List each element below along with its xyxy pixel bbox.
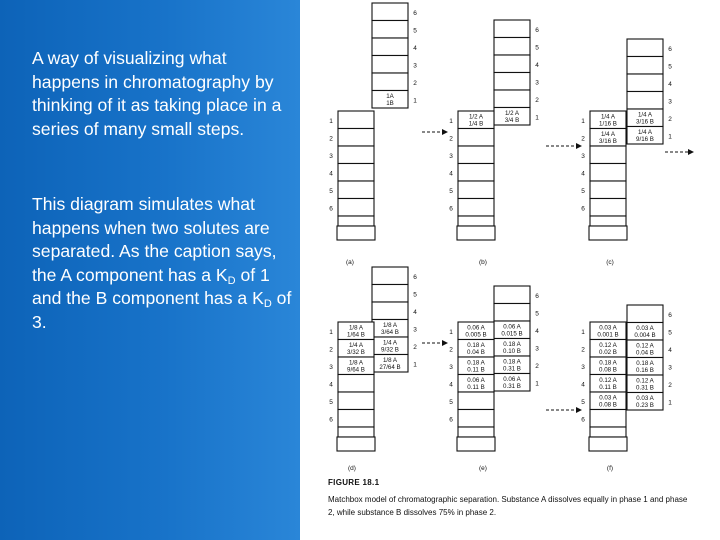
cell-value-b: 0.31 B [636, 384, 654, 392]
cell-number: 2 [449, 135, 453, 143]
cell-value-a: 0.12 A [636, 377, 654, 385]
cell-value-a: 0.06 A [503, 323, 521, 331]
cell-value-b: 1/4 B [468, 120, 484, 128]
cell-value-a: 0.03 A [599, 394, 617, 402]
upper-cell [494, 73, 530, 91]
cell-value-b: 27/64 B [379, 364, 401, 371]
cell-number: 5 [668, 63, 672, 71]
cell-value-a: 0.03 A [636, 395, 654, 402]
cell-number: 5 [581, 399, 585, 406]
cell-value-b: 9/16 B [636, 136, 654, 143]
arrow-head-icon [576, 407, 582, 413]
explanation-text: This diagram simulates what happens when two solutes are separated. As the caption says, the A component has a K [32, 194, 277, 285]
column-foot [337, 226, 375, 240]
cell-number: 3 [535, 79, 539, 87]
cell-number: 1 [535, 380, 539, 388]
panel-label: (c) [606, 259, 614, 266]
upper-cell [494, 90, 530, 108]
cell-number: 4 [535, 62, 539, 69]
cell-number: 1 [329, 118, 333, 125]
lower-cell [458, 146, 494, 164]
figure-caption: Matchbox model of chromatographic separation. Substance A dissolves equally in phase 1 and phase [328, 495, 688, 504]
cell-number: 5 [413, 27, 417, 35]
cell-number: 3 [535, 345, 539, 353]
cell-number: 4 [668, 81, 672, 88]
lower-cell [458, 181, 494, 199]
cell-number: 6 [413, 274, 417, 281]
cell-number: 6 [329, 205, 333, 213]
cell-number: 2 [581, 346, 585, 354]
matchbox-panel [449, 20, 539, 266]
figure-caption: 2, while substance B dissolves 75% in phase 2. [328, 508, 497, 517]
matchbox-panel [329, 3, 417, 266]
cell-value-a: 0.06 A [467, 324, 485, 332]
matchbox-diagram [300, 0, 720, 540]
cell-value-b: 0.04 B [467, 349, 485, 356]
column-foot [589, 437, 627, 451]
cell-value-a: 0.03 A [599, 324, 617, 332]
cell-value-b: 0.08 B [599, 401, 617, 409]
cell-number: 5 [449, 188, 453, 195]
panel-label: (e) [479, 465, 487, 472]
matchbox-panel [581, 39, 672, 266]
lower-cell [458, 410, 494, 428]
upper-cell [372, 56, 408, 74]
cell-value-a: 0.18 A [467, 342, 485, 349]
upper-cell [372, 38, 408, 56]
lower-cell [338, 181, 374, 199]
cell-value-b: 9/32 B [381, 346, 399, 354]
cell-number: 6 [668, 312, 672, 319]
cell-value-a: 0.18 A [467, 359, 485, 367]
cell-value-a: 0.06 A [467, 377, 485, 384]
cell-number: 5 [413, 291, 417, 299]
cell-value-a: 0.12 A [599, 377, 617, 384]
cell-value-b: 0.11 B [467, 366, 485, 374]
cell-number: 4 [329, 381, 333, 389]
cell-value-a: 0.03 A [636, 325, 654, 332]
cell-number: 1 [413, 361, 417, 369]
upper-cell [627, 39, 663, 57]
column-foot [589, 226, 627, 240]
cell-value-b: 0.08 B [599, 366, 617, 374]
text-panel [0, 0, 300, 540]
cell-value-b: 1/64 B [347, 331, 365, 339]
cell-value-b: 0.004 B [634, 332, 656, 339]
cell-number: 3 [413, 326, 417, 334]
upper-cell [372, 3, 408, 21]
lower-cell [590, 199, 626, 217]
cell-value-a: 0.06 A [503, 376, 521, 383]
cell-value-a: 0.12 A [636, 342, 654, 350]
cell-number: 1 [329, 329, 333, 336]
cell-number: 3 [413, 62, 417, 70]
cell-value-b: 3/32 B [347, 349, 365, 356]
lower-cell [338, 129, 374, 147]
cell-number: 1 [535, 114, 539, 122]
cell-value-b: 3/16 B [599, 138, 617, 145]
matchbox-figure [300, 0, 720, 540]
cell-value-b: 3/4 B [504, 117, 520, 124]
cell-number: 5 [535, 310, 539, 318]
upper-cell [372, 285, 408, 303]
cell-value-a: 0.18 A [503, 358, 521, 366]
cell-value-a: 1/4 A [348, 342, 364, 349]
column-base [338, 427, 374, 437]
upper-cell [372, 302, 408, 320]
lower-cell [458, 199, 494, 217]
cell-value-a: 1/2 A [504, 110, 520, 117]
cell-value-b: 3/16 B [636, 118, 654, 126]
cell-number: 2 [581, 135, 585, 143]
panel-label: (a) [346, 259, 354, 266]
cell-number: 6 [329, 416, 333, 424]
column-foot [457, 437, 495, 451]
cell-number: 2 [413, 344, 417, 351]
matchbox-panel [449, 286, 539, 472]
arrow-head-icon [442, 129, 448, 135]
arrow-head-icon [688, 149, 694, 155]
lower-cell [590, 146, 626, 164]
cell-value-a: 1/4 A [637, 111, 653, 119]
cell-number: 3 [449, 364, 453, 371]
cell-number: 4 [581, 381, 585, 389]
cell-number: 2 [535, 363, 539, 370]
lower-cell [338, 164, 374, 182]
matchbox-panel [581, 305, 672, 472]
cell-number: 5 [535, 44, 539, 52]
explanation-text: of 1 and the B component has a K [32, 264, 270, 308]
lower-cell [590, 181, 626, 199]
column-base [590, 216, 626, 226]
cell-value-a: 0.18 A [636, 360, 654, 367]
arrow-head-icon [576, 143, 582, 149]
cell-number: 3 [668, 98, 672, 106]
cell-value-b: 0.015 B [501, 330, 523, 338]
subscript: D [227, 274, 236, 287]
cell-number: 2 [535, 97, 539, 104]
cell-number: 1 [449, 329, 453, 336]
cell-number: 2 [329, 346, 333, 354]
cell-number: 3 [668, 364, 672, 372]
column-foot [457, 226, 495, 240]
panel-label: (d) [348, 465, 356, 472]
upper-cell [494, 286, 530, 304]
cell-number: 6 [449, 416, 453, 424]
upper-cell [627, 305, 663, 323]
panel-label: (b) [479, 259, 487, 266]
cell-value-a: 1/4 A [382, 339, 398, 347]
upper-cell [494, 38, 530, 56]
cell-number: 5 [668, 329, 672, 337]
cell-number: 1 [668, 133, 672, 141]
figure-title: FIGURE 18.1 [328, 478, 380, 487]
cell-value-a: 1/8 A [382, 322, 398, 329]
cell-value-b: 0.001 B [597, 331, 619, 339]
cell-number: 1 [668, 399, 672, 407]
cell-number: 6 [449, 205, 453, 213]
cell-number: 4 [413, 45, 417, 52]
lower-cell [458, 164, 494, 182]
column-base [458, 427, 494, 437]
cell-number: 3 [581, 364, 585, 371]
matchbox-panel [329, 267, 417, 472]
panel-label: (f) [606, 465, 614, 472]
cell-number: 2 [329, 135, 333, 143]
cell-value-b: 0.02 B [599, 349, 617, 356]
lower-cell [338, 375, 374, 393]
cell-value-a: 1/8 A [382, 357, 398, 364]
cell-number: 3 [581, 153, 585, 160]
arrow-head-icon [442, 340, 448, 346]
cell-number: 4 [329, 170, 333, 178]
cell-value-b: 9/64 B [347, 366, 365, 374]
column-base [590, 427, 626, 437]
cell-number: 6 [535, 27, 539, 34]
lower-cell [338, 146, 374, 164]
cell-value-b: 1/16 B [599, 120, 617, 128]
cell-number: 6 [581, 416, 585, 424]
cell-value-b: 0.31 B [503, 365, 521, 373]
lower-cell [458, 392, 494, 410]
upper-cell [627, 57, 663, 75]
cell-number: 4 [581, 170, 585, 178]
column-base [338, 216, 374, 226]
upper-cell [372, 267, 408, 285]
column-base [458, 216, 494, 226]
cell-number: 5 [329, 399, 333, 406]
cell-value-a: 1/4 A [600, 113, 616, 121]
cell-number: 3 [329, 364, 333, 371]
upper-cell [494, 304, 530, 322]
cell-value-b: 0.10 B [503, 348, 521, 355]
lower-cell [338, 410, 374, 428]
explanation-paragraph [32, 193, 297, 334]
cell-number: 2 [449, 346, 453, 354]
cell-number: 4 [449, 170, 453, 178]
cell-value-a: 0.12 A [599, 342, 617, 349]
cell-number: 6 [413, 10, 417, 17]
upper-cell [627, 92, 663, 110]
cell-value-b: 0.11 B [599, 384, 617, 391]
cell-number: 2 [668, 382, 672, 389]
cell-number: 6 [535, 293, 539, 300]
lower-cell [458, 129, 494, 147]
lower-cell [338, 111, 374, 129]
upper-cell [372, 73, 408, 91]
cell-value-b: 0.16 B [636, 367, 654, 374]
cell-number: 4 [413, 309, 417, 316]
cell-value-b: 1B [386, 100, 394, 107]
upper-cell [627, 74, 663, 92]
lower-cell [590, 164, 626, 182]
cell-value-b: 0.005 B [465, 331, 487, 339]
cell-value-a: 1/8 A [348, 324, 364, 332]
cell-value-a: 1/4 A [600, 131, 616, 138]
cell-number: 6 [581, 205, 585, 213]
description-paragraph: A way of visualizing what happens in chromatography by thinking of it as taking place in a series of many small steps. [32, 48, 282, 139]
upper-cell [372, 21, 408, 39]
lower-cell [338, 199, 374, 217]
cell-number: 3 [329, 153, 333, 160]
cell-number: 4 [449, 381, 453, 389]
cell-value-a: 0.18 A [503, 341, 521, 348]
cell-number: 4 [668, 347, 672, 354]
cell-value-a: 1/2 A [468, 113, 484, 121]
upper-cell [494, 20, 530, 38]
cell-value-b: 0.11 B [467, 384, 485, 391]
cell-value-a: 1/4 A [637, 129, 653, 136]
cell-number: 1 [413, 97, 417, 105]
cell-number: 4 [535, 328, 539, 335]
cell-value-a: 1A [386, 93, 394, 100]
cell-value-b: 0.04 B [636, 349, 654, 357]
cell-number: 5 [581, 188, 585, 195]
cell-number: 5 [329, 188, 333, 195]
cell-value-b: 0.31 B [503, 383, 521, 390]
cell-number: 3 [449, 153, 453, 160]
cell-number: 2 [668, 116, 672, 123]
cell-number: 5 [449, 399, 453, 406]
subscript: D [263, 298, 272, 310]
cell-value-b: 0.23 B [636, 402, 654, 409]
cell-number: 6 [668, 46, 672, 53]
upper-cell [494, 55, 530, 73]
cell-value-a: 0.18 A [599, 359, 617, 367]
cell-number: 1 [581, 118, 585, 125]
lower-cell [590, 410, 626, 428]
cell-number: 1 [581, 329, 585, 336]
column-foot [337, 437, 375, 451]
lower-cell [338, 392, 374, 410]
explanation-text: of 3. [32, 288, 292, 332]
cell-value-a: 1/8 A [348, 359, 364, 367]
cell-value-b: 3/64 B [381, 329, 399, 336]
cell-number: 1 [449, 118, 453, 125]
cell-number: 2 [413, 80, 417, 87]
